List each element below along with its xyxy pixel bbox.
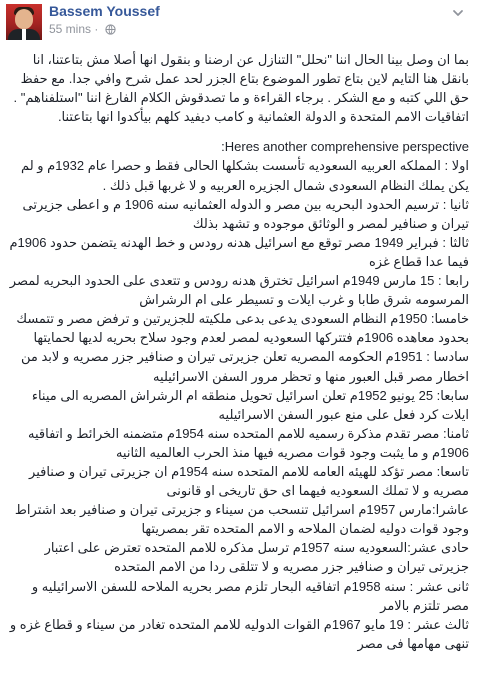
post-time[interactable]: 55 mins xyxy=(49,22,92,36)
avatar-collar xyxy=(22,29,26,40)
timeline-item-2: ثانيا : ترسيم الحدود البحريه بين مصر و الدوله العثمانيه سنه 1906 م و اعطى جزيرتى تيران و صنافير لمصر و الوثائق موجوده و تشهد بذلك xyxy=(22,196,469,231)
post-timeline xyxy=(6,137,469,653)
timeline-item-10: عاشرا:مارس 1957م اسرائيل تنسحب من سيناء و جزيرتى تيران و صنافير بعد اشتراط وجود قوات دوليه لضمان الملاحه و الامم المتحده تقر بمصريتها xyxy=(14,502,469,537)
timeline-item-8: ثامنا: مصر تقدم مذكرة رسميه للامم المتحده سنه 1954م متضمنه الخرائط و اتفاقيه 1906م و ما يثبت وجود قوات مصريه فيها منذ الحرب العالميه الثانيه xyxy=(28,425,469,460)
chevron-down-icon[interactable] xyxy=(451,6,465,20)
post-body xyxy=(6,50,469,653)
post-header xyxy=(0,0,477,50)
timeline-item-11: حادى عشر:السعوديه سنه 1957م ترسل مذكره للامم المتحده تعترض على اعتبار جزيرتى تيران و صنافير جزر مصريه و لا تتلقى ردا من الامم المتحده xyxy=(44,540,469,575)
globe-icon xyxy=(105,24,116,38)
timeline-item-4: رابعا : 15 مارس 1949م اسرائيل تخترق هدنه رودس و تتعدى على الحدود البحريه لمصر المرسومه شرق طابا و غرب ايلات و تسيطر على ام الرشراش xyxy=(9,273,469,308)
post-intro: بما ان وصل بينا الحال اننا "نحلل" التنازل عن ارضنا و بنقول انها أصلا مش بتاعتنا، انا بانقل هنا التايم لاين بتاع تطور الموضوع بتاع الجزر لحد عمل شرح وافي جدا. مع حفظ حق اللي كتبه و مع الشكر . برجاء القراءة و ما تصدقوش الكلام الفارغ اننا "استلفناهم" . اتفاقيات الامم المتحدة و الدولة العثمانية و كامب ديفيد كلهم بيأكدوا انها بتاعتنا. xyxy=(13,52,469,125)
timeline-item-7: سابعا: 25 يونيو 1952م تعلن اسرائيل تحويل منطقه ام الرشراش المصريه الى ميناء ايلات كرد فعل على منع عبور السفن الاسرائيليه xyxy=(31,387,469,422)
meta-separator: · xyxy=(94,22,99,36)
timeline-item-13: ثالث عشر : 19 مايو 1967م القوات الدوليه للامم المتحده تغادر من سيناء و قطاع غزه و تنهى مهامها فى مصر xyxy=(9,616,469,651)
author-name[interactable]: Bassem Youssef xyxy=(49,3,160,19)
avatar[interactable] xyxy=(6,4,42,40)
post-meta xyxy=(49,22,116,38)
timeline-item-12: ثانى عشر : سنه 1958م اتفاقيه البحار تلزم مصر بحريه الملاحه للسفن الاسرائيليه و مصر تلتزم بالامر xyxy=(31,578,469,613)
timeline-heading: Heres another comprehensive perspective: xyxy=(221,139,469,155)
timeline-item-9: تاسعا: مصر تؤكد للهيئه العامه للامم المتحده سنه 1954م ان جزيرتى تيران و صنافير مصريه و لا تملك السعوديه فيهما اى حق تاريخى او قانونى xyxy=(29,463,469,499)
timeline-item-5: خامسا: 1950م النظام السعودى يدعى بدعى ملكيته للجزيرتين و ترفض مصر و تتمسك بحدود معاهده 1906م فتتركها السعوديه لمصر لعدم وجود سلاح بحريه لديها لحمايتها xyxy=(16,311,469,346)
timeline-item-6: سادسا : 1951م الحكومه المصريه تعلن جزيرتى تيران و صنافير جزر مصريه و لابد من اخطار مصر قبل العبور منها و تحظر مرور السفن الاسرائيليه xyxy=(21,349,469,384)
timeline-item-3: ثالثا : فبراير 1949 مصر توقع مع اسرائيل هدنه رودس و خط الهدنه يتضمن حدود 1906م فيما عدا قطاع غزه xyxy=(9,234,469,269)
timeline-item-1: اولا : المملكه العربيه السعوديه تأسست بشكلها الحالى فقط و حصرا عام 1932م و لم يكن يملك النظام السعودى شمال الجزيره العربيه و لا غربها قبل ذلك . xyxy=(21,158,469,193)
avatar-face xyxy=(15,9,33,29)
